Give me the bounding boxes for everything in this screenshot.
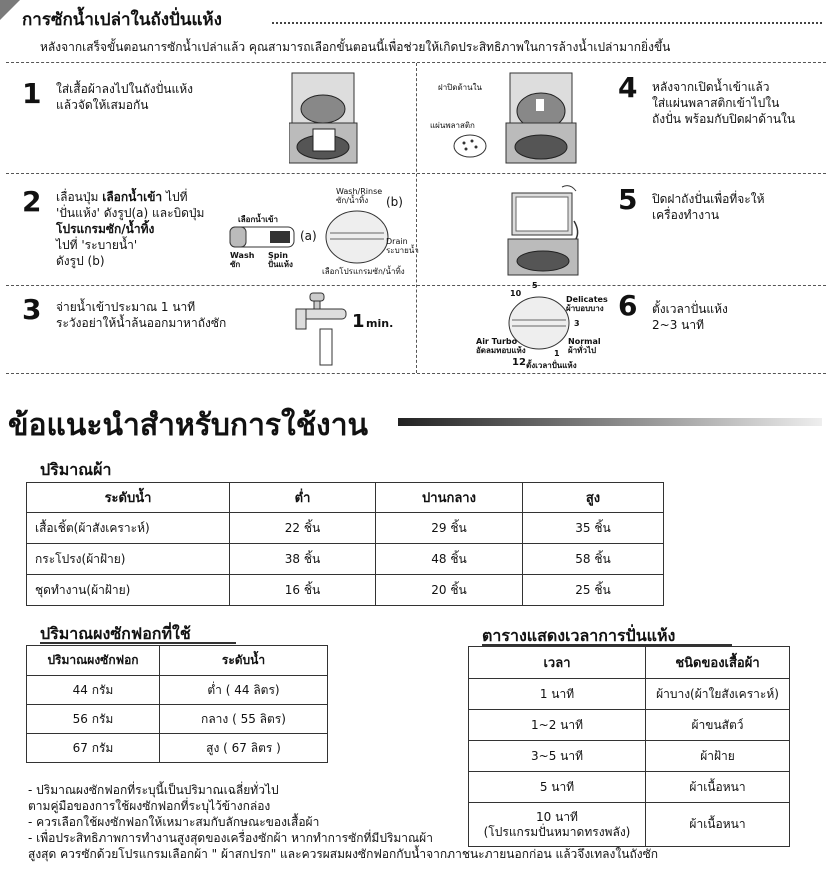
switch-wash-label: Wash ซัก — [230, 251, 255, 269]
table-header: ปานกลาง — [376, 483, 523, 513]
page-subtitle: หลังจากเสร็จขั้นตอนการซักน้ำเปล่าแล้ว คุณสามารถเลือกขั้นตอนนี้เพื่อช่วยให้เกิดประสิทธิภาพในการล้างน้ำเปล่ามากยิ่งขึ้น — [40, 40, 671, 54]
table-cell: 1~2 นาที — [469, 710, 646, 741]
table-row — [27, 513, 664, 544]
table-cell: 1 นาที — [469, 679, 646, 710]
step-2-text: เลื่อนปุ่ม เลือกน้ำเข้า ไปที่ 'ปั่นแห้ง' ดังรูป(a) และบิดปุ่ม โปรแกรมซัก/น้ำทิ้ง ไปที่ 'ระบายน้ำ' ดังรูป (b) — [56, 190, 205, 268]
table-cell: 3~5 นาที — [469, 741, 646, 772]
program-dial-illustration — [324, 209, 390, 265]
timer-delicates-label: Delicates ผ้าบอบบาง — [566, 295, 608, 313]
dial-washrinse-label: Wash/Rinse ซัก/น้ำทิ้ง — [336, 187, 383, 205]
timer-caption: ตั้งเวลาปั่นแห้ง — [526, 361, 577, 370]
close-lid-illustration — [506, 181, 582, 279]
table-cell: ผ้าฝ้าย — [646, 741, 790, 772]
timer-normal-label: Normal ผ้าทั่วไป — [568, 337, 601, 355]
step-5-number: 5 — [618, 183, 638, 216]
table-row — [27, 676, 328, 705]
title-underline — [40, 642, 236, 644]
steps-grid — [6, 62, 826, 373]
table-cell: เสื้อเชิ้ต(ผ้าสังเคราะห์) — [27, 513, 230, 544]
table-cell: 5 นาที — [469, 772, 646, 803]
timer-1-label: 1 — [554, 349, 560, 358]
table-header: ต่ำ — [230, 483, 376, 513]
table-cell: 16 ชิ้น — [230, 575, 376, 606]
advice-title-bar — [398, 418, 822, 426]
table-cell: กลาง ( 55 ลิตร) — [160, 705, 328, 734]
table-cell: ผ้าขนสัตว์ — [646, 710, 790, 741]
table-cell: 67 กรัม — [27, 734, 160, 763]
table-header: เวลา — [469, 647, 646, 679]
plastic-sheet-label: แผ่นพลาสติก — [430, 121, 475, 130]
table-row — [27, 575, 664, 606]
step-6-text: ตั้งเวลาปั่นแห้ง 2~3 นาที — [652, 302, 728, 332]
spin-tub-insert-illustration — [504, 71, 580, 167]
dial-drain-label: Drain ระบายน้ำ — [386, 237, 419, 255]
table-cell: 58 ชิ้น — [523, 544, 664, 575]
step-3-text: จ่ายน้ำเข้าประมาณ 1 นาที ระวังอย่าให้น้ำล้นออกมาหาถังซัก — [56, 300, 227, 330]
dial-program-label: เลือกโปรแกรมซัก/น้ำทิ้ง — [322, 267, 405, 276]
usage-notes — [28, 782, 658, 862]
table-cell: 48 ชิ้น — [376, 544, 523, 575]
divider — [416, 63, 417, 373]
table-cell: 10 นาที (โปรแกรมปั่นหมาดทรงพลัง) — [469, 803, 646, 847]
laundry-amount-title: ปริมาณผ้า — [40, 460, 112, 479]
note-item: - เพื่อประสิทธิภาพการทำงานสูงสุดของเครื่องซักผ้า หากทำการซักที่มีปริมาณผ้า สูงสุด ควรซักด้วยโปรแกรมเลือกผ้า " ผ้าสกปรก" และควรผสมผงซักฟอกกับน้ำจากภาชนะภายนอกก่อน แล้วจึงเทลงในถังซัก — [28, 831, 658, 861]
plastic-sheet-illustration — [452, 133, 488, 159]
table-cell: 20 ชิ้น — [376, 575, 523, 606]
note-item: - ควรเลือกใช้ผงซักฟอกให้เหมาะสมกับลักษณะของเสื้อผ้า — [28, 815, 320, 829]
table-cell: ชุดทำงาน(ผ้าฝ้าย) — [27, 575, 230, 606]
detergent-amount-table — [26, 645, 328, 763]
inner-lid-label: ฝาปิดด้านใน — [438, 83, 482, 92]
step-4-text: หลังจากเปิดน้ำเข้าแล้ว ใส่แผ่นพลาสติกเข้าไปใน ถังปั่น พร้อมกับปิดฝาด้านใน — [652, 80, 796, 126]
table-cell: 44 กรัม — [27, 676, 160, 705]
header-marker — [0, 0, 20, 20]
table-header: ระดับน้ำ — [27, 483, 230, 513]
advice-title: ข้อแนะนำสำหรับการใช้งาน — [8, 408, 369, 443]
detergent-amount-title: ปริมาณผงซักฟอกที่ใช้ — [40, 624, 191, 643]
table-cell: กระโปรง(ผ้าฝ้าย) — [27, 544, 230, 575]
timer-5-label: 5 — [532, 281, 538, 290]
figure-a-label: (a) — [300, 229, 317, 243]
table-cell: ต่ำ ( 44 ลิตร) — [160, 676, 328, 705]
switch-spin-label: Spin ปั่นแห้ง — [268, 251, 293, 269]
faucet-illustration — [290, 291, 352, 369]
table-header: ชนิดของเสื้อผ้า — [646, 647, 790, 679]
washer-load-illustration — [289, 71, 359, 167]
title-divider — [272, 22, 822, 24]
step-1-number: 1 — [22, 77, 42, 110]
note-item: - ปริมาณผงซักฟอกที่ระบุนี้เป็นปริมาณเฉลี่ยทั่วไป ตามคู่มือของการใช้ผงซักฟอกที่ระบุไว้ข้างกล่อง — [28, 783, 279, 813]
table-cell: ผ้าเนื้อหนา — [646, 772, 790, 803]
timer-3-label: 3 — [574, 319, 580, 328]
table-cell: 25 ชิ้น — [523, 575, 664, 606]
table-row — [469, 710, 790, 741]
table-row — [469, 679, 790, 710]
table-cell: 38 ชิ้น — [230, 544, 376, 575]
table-cell: ผ้าเนื้อหนา — [646, 803, 790, 847]
water-switch-illustration — [228, 225, 298, 249]
page-title: การซักน้ำเปล่าในถังปั่นแห้ง — [22, 10, 222, 30]
step-4-number: 4 — [618, 71, 638, 104]
table-row — [27, 544, 664, 575]
table-cell: 29 ชิ้น — [376, 513, 523, 544]
spin-time-title: ตารางแสดงเวลาการปั่นแห้ง — [482, 626, 676, 645]
step-3-number: 3 — [22, 293, 42, 326]
step-6-number: 6 — [618, 289, 638, 322]
divider — [6, 373, 826, 374]
table-header: ปริมาณผงซักฟอก — [27, 646, 160, 676]
table-row — [469, 741, 790, 772]
timer-airturbo-label: Air Turbo อัดลมทอบแห้ง — [476, 337, 526, 355]
table-header: ระดับน้ำ — [160, 646, 328, 676]
water-switch-title: เลือกน้ำเข้า — [238, 215, 278, 224]
step-5-text: ปิดฝาถังปั่นเพื่อที่จะให้ เครื่องทำงาน — [652, 192, 765, 222]
step-1-text: ใส่เสื้อผ้าลงไปในถังปั่นแห้ง แล้วจัดให้เสมอกัน — [56, 82, 193, 112]
one-minute-value: 1 — [352, 311, 365, 332]
figure-b-label: (b) — [386, 195, 403, 209]
table-cell: 22 ชิ้น — [230, 513, 376, 544]
step-2-number: 2 — [22, 185, 42, 218]
table-row — [27, 734, 328, 763]
table-header: สูง — [523, 483, 664, 513]
laundry-amount-table — [26, 482, 664, 606]
table-cell: สูง ( 67 ลิตร ) — [160, 734, 328, 763]
table-row — [27, 705, 328, 734]
table-cell: 56 กรัม — [27, 705, 160, 734]
table-cell: 35 ชิ้น — [523, 513, 664, 544]
timer-10-label: 10 — [510, 289, 522, 298]
table-cell: ผ้าบาง(ผ้าใยสังเคราะห์) — [646, 679, 790, 710]
timer-12-label: 12 — [512, 357, 526, 368]
minute-unit: min. — [366, 317, 394, 330]
